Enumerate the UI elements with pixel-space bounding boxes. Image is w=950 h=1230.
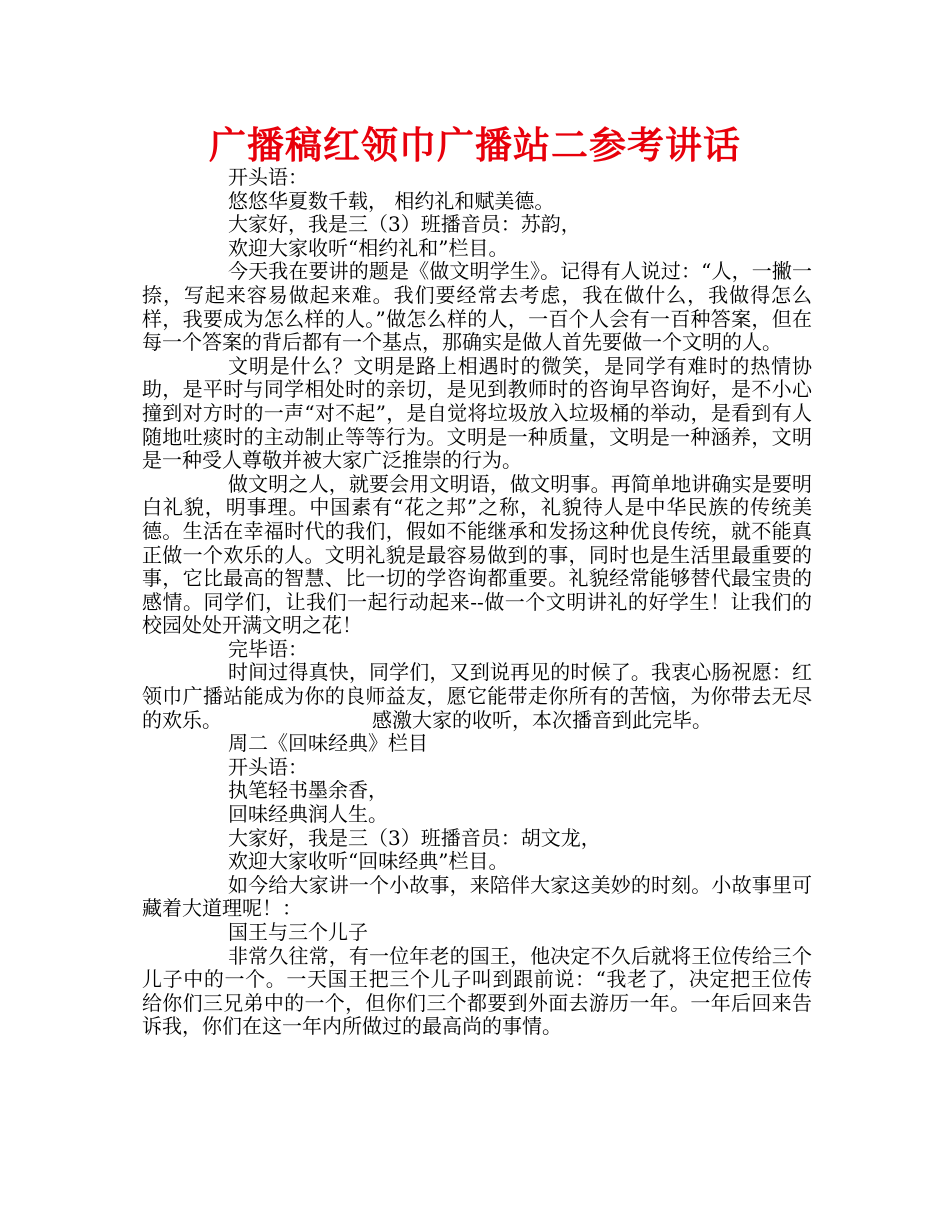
- paragraph: 欢迎大家收听“相约礼和”栏目。: [228, 235, 509, 260]
- paragraph: 欢迎大家收听“回味经典”栏目。: [228, 849, 509, 874]
- paragraph: 周二《回味经典》栏目: [228, 731, 428, 756]
- paragraph: 大家好，我是三（3）班播音员：苏韵，: [228, 212, 581, 237]
- paragraph: 大家好，我是三（3）班播音员：胡文龙，: [228, 825, 601, 850]
- paragraph: 执笔轻书墨余香，: [228, 778, 388, 803]
- paragraph: 悠悠华夏数千载， 相约礼和赋美德。: [228, 188, 555, 213]
- document-title: 广播稿红领巾广播站二参考讲话: [209, 124, 741, 167]
- paragraph: 开头语：: [228, 754, 308, 779]
- paragraph: 非常久往常，有一位年老的国王，他决定不久后就将王位传给三个儿子中的一个。一天国王把三个儿子叫到跟前说：“我老了，决定把王位传给你们三兄弟中的一个，但你们三个都要到外面去游历一年。一年后回来告诉我，你们在这一年内所做过的最高尚的事情。: [142, 943, 812, 1039]
- paragraph: 回味经典润人生。: [228, 802, 388, 827]
- document-body: [142, 166, 812, 1039]
- closing-text: 时间过得真快，同学们，又到说再见的时候了。我衷心肠祝愿：红领巾广播站能成为你的良师益友，愿它能带走你所有的苦恼，为你带去无尽的欢乐。: [142, 660, 812, 732]
- paragraph-closing: [142, 661, 812, 732]
- paragraph: 完毕语：: [228, 636, 308, 661]
- paragraph: 文明是什么？文明是路上相遇时的微笑，是同学有难时的热情协助，是平时与同学相处时的亲切，是见到教师时的咨询早咨询好，是不小心撞到对方时的一声“对不起”，是自觉将垃圾放入垃圾桶的举动，是看到有人随地吐痰时的主动制止等等行为。文明是一种质量，文明是一种涵养，文明是一种受人尊敬并被大家广泛推崇的行为。: [142, 353, 812, 473]
- paragraph: 做文明之人，就要会用文明语，做文明事。再简单地讲确实是要明白礼貌，明事理。中国素有“花之邦”之称，礼貌待人是中华民族的传统美德。生活在幸福时代的我们，假如不能继承和发扬这种优良传统，就不能真正做一个欢乐的人。文明礼貌是最容易做到的事，同时也是生活里最重要的事，它比最高的智慧、比一切的学咨询都重要。礼貌经常能够替代最宝贵的感情。同学们，让我们一起行动起来--做一个文明讲礼的好学生！让我们的校园处处开满文明之花！: [142, 471, 812, 638]
- thanks-text: 感激大家的收听，本次播音到此完毕。: [372, 707, 712, 732]
- paragraph: 今天我在要讲的题是《做文明学生》。记得有人说过：“人，一撇一捺，写起来容易做起来难。我们要经常去考虑，我在做什么，我做得怎么样，我要成为怎么样的人。”做怎么样的人，一百个人会有一百种答案，但在每一个答案的背后都有一个基点，那确实是做人首先要做一个文明的人。: [142, 259, 812, 355]
- paragraph: 开头语：: [228, 165, 308, 189]
- paragraph: 国王与三个儿子: [228, 920, 368, 944]
- paragraph: 如今给大家讲一个小故事，来陪伴大家这美妙的时刻。小故事里可藏着大道理呢！：: [142, 872, 812, 921]
